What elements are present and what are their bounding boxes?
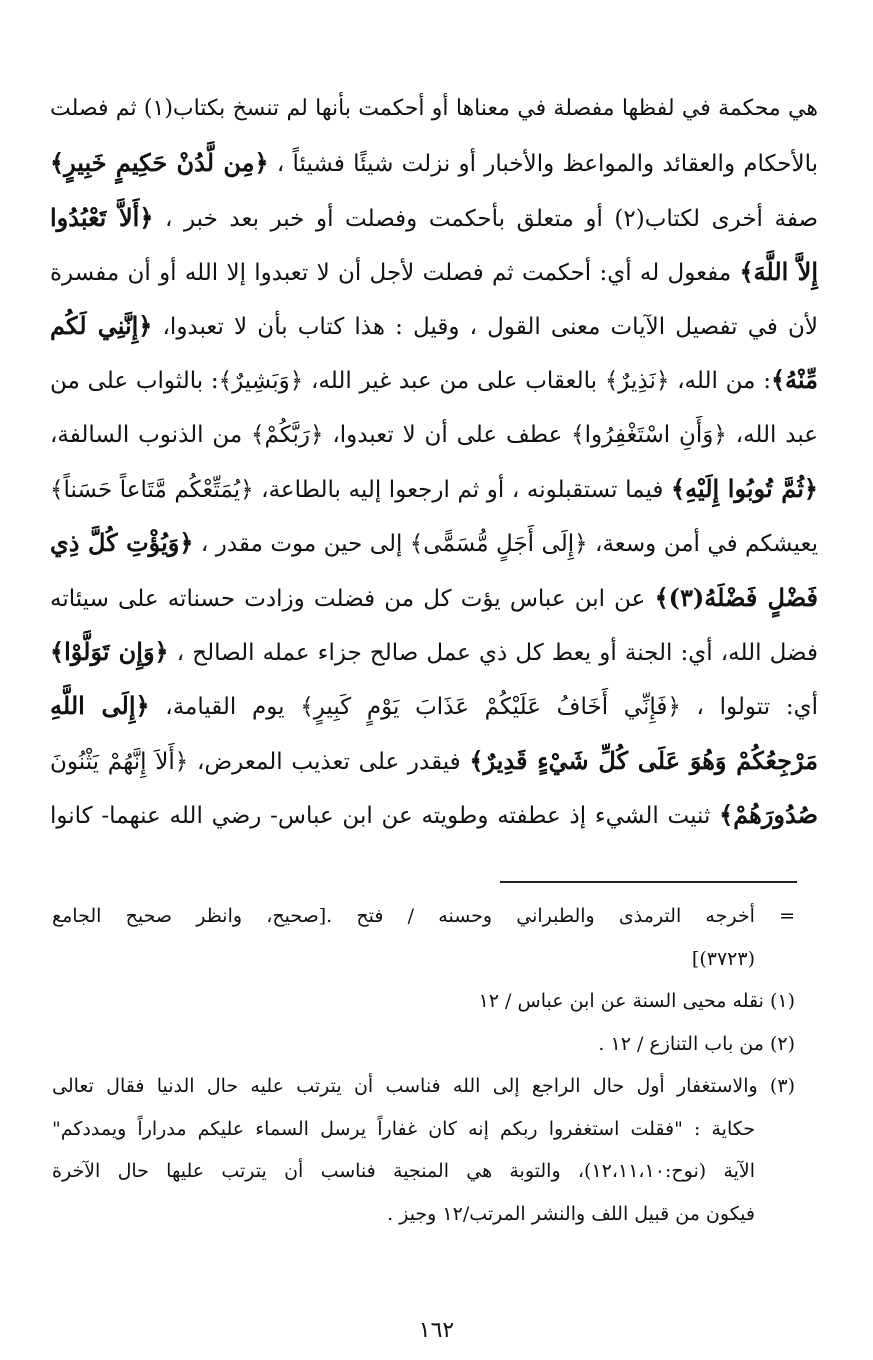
quran-verse: ﴿أَلاَّ تَعْبُدُوا (50, 202, 154, 232)
text-segment: هي محكمة في لفظها مفصلة في معناها أو أحكمت بأنها لم تنسخ بكتاب(١) ثم فصلت (50, 96, 818, 121)
text-line (50, 245, 818, 299)
text-segment: بالأحكام والعقائد والمواعظ والأخبار أو نزلت شيئًا فشيئاً ، (268, 151, 819, 178)
footnotes (52, 895, 795, 1235)
quran-verse: ﴿وَإِن تَوَلَّوْا﴾ (50, 636, 169, 666)
text-line (50, 299, 818, 353)
text-segment: لأن في تفصيل الآيات معنى القول ، وقيل : هذا كتاب بأن لا تعبدوا، (152, 314, 818, 341)
text-line (50, 516, 818, 570)
quran-verse: ﴿إِنَّنِي لَكُم (50, 311, 153, 341)
footnote-line: حكاية : "فقلت استغفروا ربكم إنه كان غفاراً يرسل السماء عليكم مدراراً ويمددكم" (52, 1117, 755, 1140)
footnote-line: (٣٧٢٣)] (691, 947, 755, 970)
quran-verse: ﴿إِلَى اللَّهِ (50, 691, 150, 721)
quran-verse: إِلاَّ اللَّهَ﴾ (739, 256, 818, 286)
text-line (50, 788, 818, 842)
text-segment: فضل الله، أي: الجنة أو يعط كل ذي عمل صالح جزاء عمله الصالح ، (168, 639, 818, 666)
footnote-separator (500, 881, 797, 883)
text-line (50, 679, 818, 733)
footnote-line: الآية (نوح:١٢،١١،١٠)، والتوبة هي المنجية فناسب أن يترتب عليها حال الآخرة (52, 1160, 756, 1182)
text-segment: ثنيت الشيء إذ عطفته وطويته عن ابن عباس- رضي الله عنهما- كانوا (50, 802, 720, 829)
text-segment: فيقدر على تعذيب المعرض، ﴿أَلاَ إِنَّهُمْ يَثْنُونَ (50, 748, 470, 775)
text-segment: مفعول له أي: أحكمت ثم فصلت لأجل أن لا تعبدوا إلا الله أو أن مفسرة (50, 259, 740, 286)
quran-verse: صُدُورَهُمْ﴾ (719, 799, 818, 829)
footnote-line: (٢) من باب التنازع / ١٢ . (598, 1032, 795, 1055)
footnote-line: = أخرجه الترمذى والطبراني وحسنه / فتح .[صحيح، وانظر صحيح الجامع (52, 905, 795, 927)
text-segment: أي: تتولوا ، ﴿فَإِنِّي أَخَافُ عَلَيْكُمْ عَذَابَ يَوْمٍ كَبِيرٍ﴾ يوم القيامة، (149, 694, 818, 721)
text-segment: فيما تستقبلونه ، أو ثم ارجعوا إليه بالطاعة، ﴿يُمَتِّعْكُم مَّتَاعاً حَسَناً﴾ (50, 477, 672, 504)
quran-verse: مِّنْهُ﴾ (770, 365, 818, 395)
text-segment: : من الله، ﴿نَذِيرٌ﴾ بالعقاب على من عبد غير الله، ﴿وَبَشِيرٌ﴾: بالثواب على من (50, 368, 771, 395)
text-line (50, 136, 818, 190)
quran-verse: ﴿وَيُؤْتِ كُلَّ ذِي (50, 528, 194, 558)
text-line (50, 625, 818, 679)
text-segment: يعيشكم في أمن وسعة، ﴿إِلَى أَجَلٍ مُّسَمًّى﴾ إلى حين موت مقدر ، (193, 531, 818, 558)
footnote-line: (٣) والاستغفار أول حال الراجع إلى الله فناسب أن يترتب عليه حال الدنيا فقال تعالى (52, 1075, 795, 1097)
text-line (50, 353, 818, 407)
text-line (50, 191, 818, 245)
text-line (50, 734, 818, 788)
text-line (50, 408, 818, 462)
text-segment: صفة أخرى لكتاب(٢) أو متعلق بأحكمت وفصلت أو خبر بعد خبر ، (153, 205, 818, 232)
quran-verse: ﴿ثُمَّ تُوبُوا إِلَيْهِ﴾ (671, 474, 818, 504)
quran-verse: فَضْلٍ فَضْلَهُ(٣)﴾ (654, 582, 818, 612)
footnote-line: (١) نقله محيى السنة عن ابن عباس / ١٢ (478, 990, 795, 1012)
quran-verse: ﴿مِن لَّدُنْ حَكِيمٍ خَبِيرٍ﴾ (50, 148, 269, 178)
footnote-line: فيكون من قبيل اللف والنشر المرتب/١٢ وجيز . (387, 1202, 755, 1225)
text-segment: عن ابن عباس يؤت كل من فضلت وزادت حسناته على سيئاته (50, 585, 655, 612)
page-number: ١٦٢ (418, 1318, 455, 1343)
text-segment: عبد الله، ﴿وَأَنِ اسْتَغْفِرُوا﴾ عطف على أن لا تعبدوا، ﴿رَبَّكُمْ﴾ من الذنوب السالفة، (50, 421, 818, 448)
text-line (50, 82, 818, 136)
main-text (50, 82, 818, 842)
text-line (50, 462, 818, 516)
quran-verse: مَرْجِعُكُمْ وَهُوَ عَلَى كُلِّ شَيْءٍ قَدِيرٌ﴾ (469, 745, 818, 775)
text-line (50, 571, 818, 625)
